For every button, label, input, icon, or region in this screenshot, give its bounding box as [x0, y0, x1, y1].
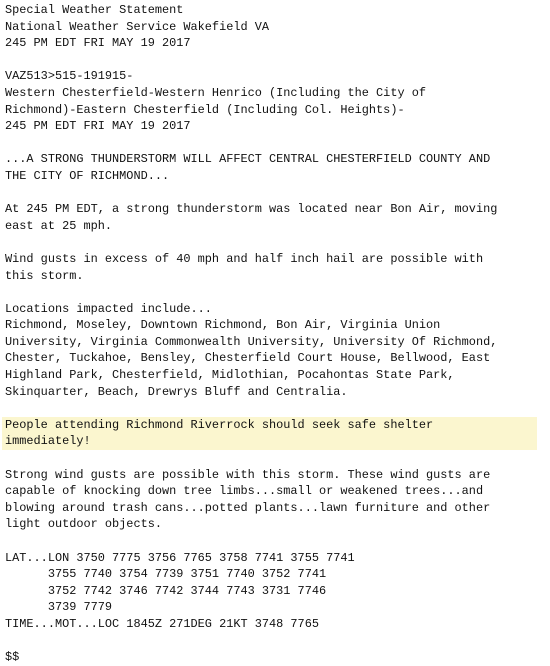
wind-line: capable of knocking down tree limbs...small or weakened trees...and — [5, 484, 484, 499]
zone-areas-line-1: Western Chesterfield-Western Henrico (Including the City of — [5, 85, 426, 100]
advisory-line-1: People attending Richmond Riverrock should seek safe shelter — [5, 417, 434, 432]
spacer — [5, 52, 545, 69]
lat-lon-line: 3752 7742 3746 7742 3744 7743 3731 7746 — [5, 583, 327, 598]
storm-location-line-2: east at 25 mph. — [5, 218, 113, 233]
end-marker: $$ — [5, 650, 20, 665]
wind-line: blowing around trash cans...potted plants...lawn furniture and other — [5, 500, 491, 515]
zone-areas-line-2: Richmond)-Eastern Chesterfield (Including Col. Heights)- — [5, 102, 405, 117]
weather-statement-document — [5, 2, 545, 666]
spacer — [5, 633, 545, 650]
spacer — [5, 135, 545, 152]
spacer — [5, 533, 545, 550]
impacts-line: Chester, Tuckahoe, Bensley, Chesterfield Court House, Bellwood, East — [5, 351, 491, 366]
issue-time: 245 PM EDT FRI MAY 19 2017 — [5, 36, 191, 51]
impacts-intro: Locations impacted include... — [5, 301, 212, 316]
lat-lon-line: LAT...LON 3750 7775 3756 7765 3758 7741 3755 7741 — [5, 550, 355, 565]
spacer — [5, 400, 545, 417]
hazard-line-1: Wind gusts in excess of 40 mph and half inch hail are possible with — [5, 251, 484, 266]
issuing-office: National Weather Service Wakefield VA — [5, 19, 270, 34]
wind-line: Strong wind gusts are possible with this storm. These wind gusts are — [5, 467, 491, 482]
zone-issue-time: 245 PM EDT FRI MAY 19 2017 — [5, 119, 191, 134]
zone-code: VAZ513>515-191915- — [5, 69, 134, 84]
impacts-line: University, Virginia Commonwealth University, University Of Richmond, — [5, 334, 498, 349]
lat-lon-line: 3739 7779 — [5, 600, 113, 615]
statement-title: Special Weather Statement — [5, 3, 184, 17]
time-mot-loc: TIME...MOT...LOC 1845Z 271DEG 21KT 3748 7765 — [5, 616, 319, 631]
spacer — [5, 234, 545, 251]
advisory-highlight — [2, 417, 537, 450]
advisory-line-2: immediately! — [5, 434, 91, 449]
hazard-line-2: this storm. — [5, 268, 84, 283]
lat-lon-line: 3755 7740 3754 7739 3751 7740 3752 7741 — [5, 567, 327, 582]
wind-line: light outdoor objects. — [5, 517, 162, 532]
spacer — [5, 185, 545, 202]
spacer — [5, 284, 545, 301]
spacer — [5, 450, 545, 467]
impacts-line: Highland Park, Chesterfield, Midlothian, Pocahontas State Park, — [5, 368, 455, 383]
impacts-line: Skinquarter, Beach, Drewrys Bluff and Centralia. — [5, 384, 348, 399]
impacts-line: Richmond, Moseley, Downtown Richmond, Bon Air, Virginia Union — [5, 318, 441, 333]
storm-location-line-1: At 245 PM EDT, a strong thunderstorm was located near Bon Air, moving — [5, 202, 498, 217]
headline-line-2: THE CITY OF RICHMOND... — [5, 168, 170, 183]
headline-line-1: ...A STRONG THUNDERSTORM WILL AFFECT CENTRAL CHESTERFIELD COUNTY AND — [5, 152, 491, 167]
